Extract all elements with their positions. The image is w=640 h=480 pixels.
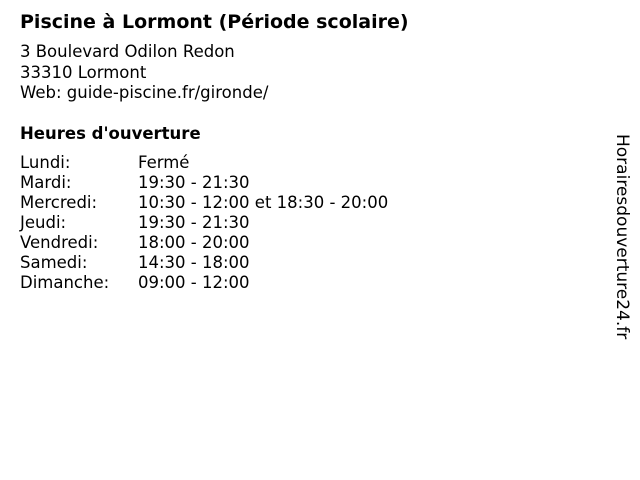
hours-day: Samedi: (20, 252, 88, 272)
watermark-text: Horairesdouverture24.fr (612, 134, 632, 340)
site-watermark (610, 134, 634, 374)
address-city: 33310 Lormont (20, 62, 147, 82)
page-title: Piscine à Lormont (Période scolaire) (20, 11, 409, 33)
hours-row (20, 193, 388, 213)
hours-row (20, 233, 388, 253)
hours-day: Vendredi: (20, 232, 99, 252)
address-block (20, 42, 600, 104)
hours-row (20, 253, 388, 273)
hours-time: 14:30 - 18:00 (138, 252, 250, 272)
hours-row (20, 213, 388, 233)
hours-day: Dimanche: (20, 272, 110, 292)
hours-row (20, 153, 388, 173)
hours-time: 18:00 - 20:00 (138, 232, 250, 252)
hours-day: Jeudi: (20, 212, 67, 232)
hours-day: Lundi: (20, 152, 71, 172)
hours-day: Mercredi: (20, 192, 98, 212)
hours-time: Fermé (138, 152, 190, 172)
hours-time: 10:30 - 12:00 et 18:30 - 20:00 (138, 192, 389, 212)
hours-time: 09:00 - 12:00 (138, 272, 250, 292)
hours-table (20, 153, 388, 293)
hours-time: 19:30 - 21:30 (138, 172, 250, 192)
address-web: Web: guide-piscine.fr/gironde/ (20, 83, 269, 102)
hours-heading: Heures d'ouverture (20, 123, 201, 143)
hours-time: 19:30 - 21:30 (138, 212, 250, 232)
hours-row (20, 273, 388, 293)
hours-day: Mardi: (20, 172, 72, 192)
address-street: 3 Boulevard Odilon Redon (20, 42, 235, 61)
venue-card (20, 9, 600, 293)
hours-row (20, 173, 388, 193)
